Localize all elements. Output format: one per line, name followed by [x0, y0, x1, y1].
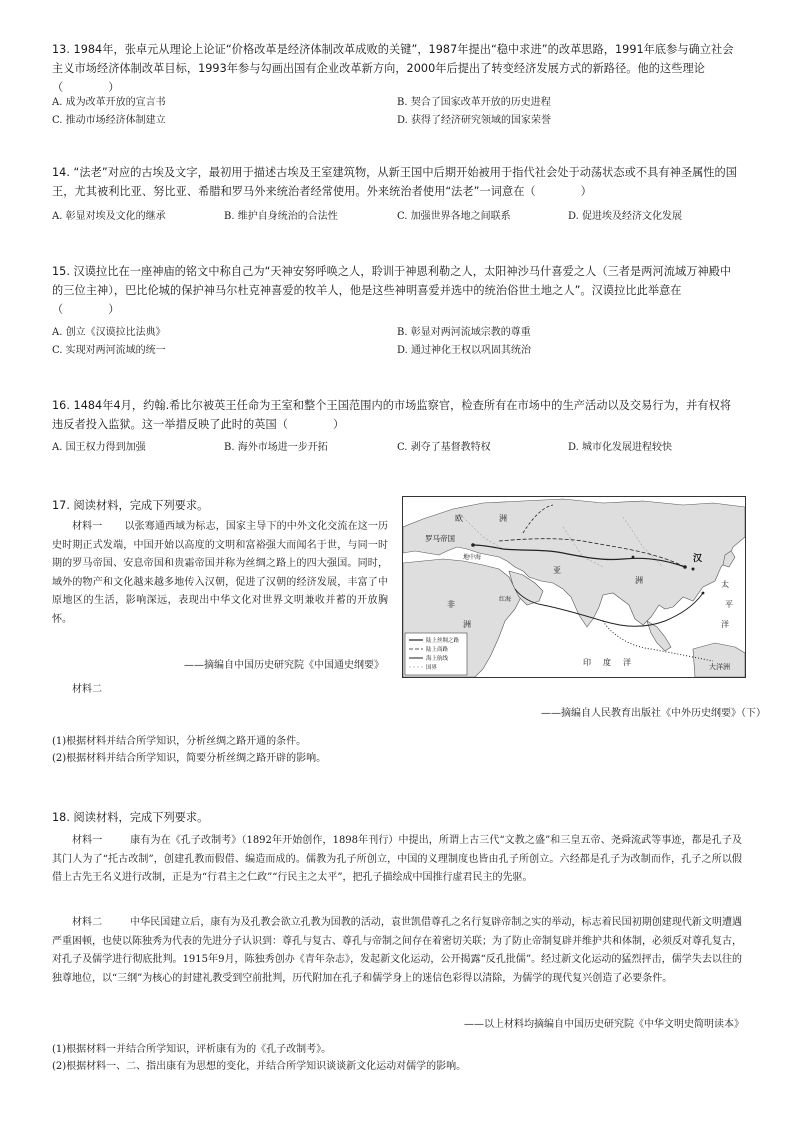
map-legend [405, 633, 467, 675]
map-label-europe-2: 洲 [499, 514, 507, 523]
q17-material-2-label: 材料二 [72, 684, 102, 695]
q17-subquestion-2: (2)根据材料并结合所学知识，简要分析丝绸之路开辟的影响。 [52, 753, 327, 764]
map-label-rome: 罗马帝国 [425, 534, 455, 543]
q13-option-d[interactable]: D. 获得了经济研究领域的国家荣誉 [397, 115, 552, 126]
question-14-stem: 14. “法老”对应的古埃及文字，最初用于描述古埃及王室建筑物，从新王国中后期开始被用于指代社会处于动荡状态或不具有神圣属性的国王，尤其被利比亚、努比亚、希腊和罗马外来统治者经常使用。外来统治者使用“法老”一词意在（ ） [52, 166, 738, 198]
question-13 [52, 40, 742, 130]
map-label-oceania: 大洋洲 [709, 663, 730, 671]
q14-option-d[interactable]: D. 促进埃及经济文化发展 [568, 211, 683, 222]
map-label-europe-1: 欧 [455, 514, 463, 523]
q13-option-a[interactable]: A. 成为改革开放的宣言书 [52, 97, 166, 108]
question-15 [52, 262, 742, 362]
question-13-stem: 13. 1984年，张卓元从理论上论证“价格改革是经济体制改革成败的关键”，1987年提出“稳中求进”的改革思路，1991年底参与确立社会主义市场经济体制改革目标，1993年参与勾画出国有企业改革新方向，2000年后提出了转变经济发展方式的新路径。他的这些理论（ ） [52, 43, 734, 94]
map-label-pacific-1: 太 [721, 580, 729, 589]
q15-option-b[interactable]: B. 彰显对两河流域宗教的尊重 [397, 327, 531, 338]
q16-option-c[interactable]: C. 剥夺了基督教特权 [397, 442, 491, 453]
q13-option-c[interactable]: C. 推动市场经济体制建立 [52, 115, 166, 126]
map-label-indian-1: 印 [583, 658, 591, 667]
q17-material-1-text: 以张骞通西域为标志，国家主导下的中外文化交流在这一历史时期正式发端，中国开始以高度的文明和富裕强大而闻名于世，与同一时期的罗马帝国、安息帝国和贵霜帝国并称为丝绸之路上的四大强国。同时，域外的物产和文化越来越多地传入汉朝，促进了汉朝的经济发展，丰富了中原地区的生活，影响深远，表现出中华文化对世界文明兼收并蓄的开放胸怀。 [52, 521, 389, 625]
question-16-stem: 16. 1484年4月，约翰.希比尔被英王任命为王室和整个王国范围内的市场监察官，检查所有在市场中的生产活动以及交易行为，并有权将违反者投入监狱。这一举措反映了此时的英国（ ） [52, 399, 732, 431]
question-14 [52, 163, 742, 229]
map-label-africa-2: 洲 [463, 620, 471, 629]
city-dot-changan [683, 565, 687, 569]
q18-material-2-label: 材料二 [72, 917, 103, 928]
city-dot-dunhuang [632, 556, 635, 559]
q14-option-c[interactable]: C. 加强世界各地之间联系 [397, 211, 511, 222]
legend-label-land-trade: 陆上商路 [426, 647, 449, 653]
city-dot-rome [471, 543, 475, 547]
q18-material-1-text: 康有为在《孔子改制考》（1892年开始创作，1898年刊行）中提出，所谓上古三代“文教之盛”和三皇五帝、尧舜流武等事迹，都是孔子及其门人为了“托古改制”，创建孔教而假借、编造而成的。儒教为孔子所创立，中国的义理制度也皆由孔子所创立。六经都是孔子为改制而作，孔子之所以假借上古先王名义进行改制，正是为“行君主之仁政”“行民主之太平”，把孔子描绘成中国推行虚君民主的先驱。 [52, 835, 743, 883]
q18-source: ——以上材料均摘编自中国历史研究院《中华文明史简明读本》 [464, 1019, 744, 1030]
city-dot-luoyang [692, 568, 695, 571]
q18-subquestion-2: (2)根据材料一、二、指出康有为思想的变化，并结合所学知识谈谈新文化运动对儒学的影响。 [52, 1061, 467, 1072]
map-label-han: 汉 [693, 554, 703, 564]
silk-road-map [402, 496, 746, 678]
question-16 [52, 396, 742, 462]
q14-option-b[interactable]: B. 维护自身统治的合法性 [224, 211, 338, 222]
q15-option-d[interactable]: D. 通过神化王权以巩固其统治 [397, 345, 532, 356]
q18-material-1-label: 材料一 [72, 835, 103, 846]
q15-option-a[interactable]: A. 创立《汉谟拉比法典》 [52, 327, 166, 338]
q17-material-2-source: ——摘编自人民教育出版社《中外历史纲要》（下） [541, 708, 766, 719]
map-label-indian-2: 度 [603, 658, 611, 667]
southeast-asia-landmass [647, 621, 671, 651]
q18-material-2 [52, 914, 742, 988]
question-17-title: 17. 阅读材料，完成下列要求。 [52, 499, 209, 512]
legend-label-land-silk-road: 陆上丝绸之路 [426, 638, 460, 644]
map-label-mediterranean: 地中海 [463, 554, 482, 561]
australia-landmass [693, 643, 745, 677]
q17-material-1 [52, 518, 388, 629]
silk-road-map-svg [403, 497, 745, 677]
map-label-pacific-3: 洋 [721, 620, 729, 629]
q16-option-d[interactable]: D. 城市化发展进程较快 [568, 442, 673, 453]
q18-material-2-text: 中华民国建立后，康有为及孔教会欲立孔教为国教的活动，袁世凯借尊孔之名行复辟帝制之实的举动，标志着民国初期创建现代新文明遭遇严重困顿，也使以陈独秀为代表的先进分子认识到：尊孔与复古、尊孔与帝制之间存在着密切关联；为了防止帝制复辟并维护共和体制，必须反对尊孔复古，对孔子及儒学进行彻底批判。1915年9月，陈独秀创办《青年杂志》，发起新文化运动，公开揭露“反孔批儒”。经过新文化运动的猛烈抨击，儒学失去以往的独尊地位，以“三纲”为核心的封建礼教受到空前批判，历代附加在孔子和儒学身上的迷信色彩得以清除，为儒学的现代复兴创造了必要条件。 [52, 917, 743, 984]
q17-material-1-source: ——摘编自中国历史研究院《中国通史纲要》 [184, 660, 384, 671]
q17-subquestion-1: (1)根据材料并结合所学知识，分析丝绸之路开通的条件。 [52, 736, 307, 747]
q18-material-1 [52, 832, 742, 888]
map-label-africa-1: 非 [447, 600, 455, 609]
legend-label-sea-route: 海上航线 [426, 656, 449, 662]
map-label-pacific-2: 平 [725, 600, 733, 609]
q16-option-b[interactable]: B. 海外市场进一步开拓 [224, 442, 328, 453]
question-18-title: 18. 阅读材料，完成下列要求。 [52, 811, 209, 824]
q16-option-a[interactable]: A. 国王权力得到加强 [52, 442, 146, 453]
city-dot-guangzhou [702, 592, 705, 595]
map-label-asia-1: 亚 [553, 566, 561, 575]
map-label-indian-3: 洋 [623, 658, 631, 667]
q13-option-b[interactable]: B. 契合了国家改革开放的历史进程 [397, 97, 551, 108]
q17-material-1-label: 材料一 [72, 521, 103, 532]
q14-option-a[interactable]: A. 彰显对埃及文化的继承 [52, 211, 166, 222]
question-15-stem: 15. 汉谟拉比在一座神庙的铭文中称自己为“天神安努呼唤之人，聆训于神恩利勒之人，太阳神沙马什喜爱之人（三者是两河流域万神殿中的三位主神），巴比伦城的保护神马尔杜克神喜爱的牧羊人，他是这些神明喜爱并选中的统治俗世土地之人”。汉谟拉比此举意在（ ） [52, 265, 732, 316]
q15-option-c[interactable]: C. 实现对两河流域的统一 [52, 345, 166, 356]
map-label-asia-2: 洲 [635, 576, 643, 585]
legend-label-border: 国界 [426, 665, 438, 671]
map-label-red-sea: 红海 [499, 596, 512, 603]
q18-subquestion-1: (1)根据材料一并结合所学知识，评析康有为的《孔子改制考》。 [52, 1044, 332, 1055]
